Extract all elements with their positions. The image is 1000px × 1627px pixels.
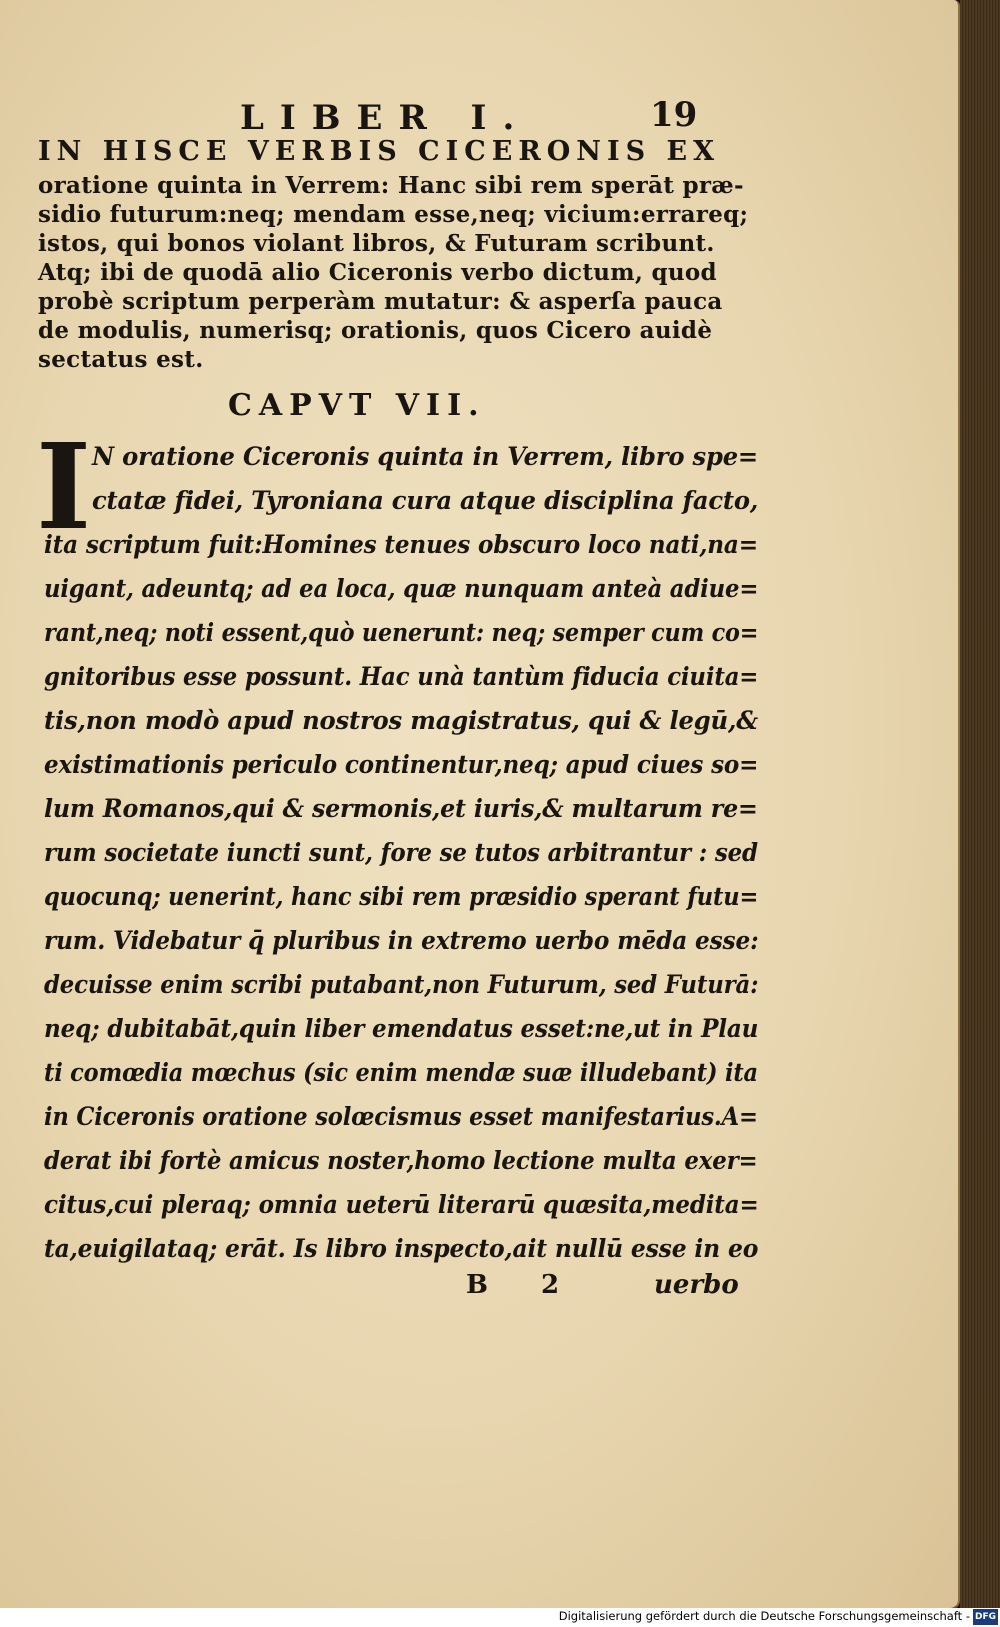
body-line: neq; dubitabāt,quin liber emendatus esset:ne,ut in Plau xyxy=(44,1014,759,1044)
summary-line: oratione quinta in Verrem: Hanc sibi rem sperāt præ- xyxy=(38,172,744,199)
summary-line: istos, qui bonos violant libros, & Futuram scribunt. xyxy=(38,230,715,257)
summary-line: sidio futurum:neq; mendam esse,neq; vicium:errareq; xyxy=(38,201,749,228)
chapter-summary-title: IN HISCE VERBIS CICERONIS EX xyxy=(38,136,721,167)
body-line: rum. Videbatur q̄ pluribus in extremo uerbo mēda esse: xyxy=(44,926,759,956)
dfg-logo: DFG xyxy=(973,1609,998,1625)
catchword: uerbo xyxy=(654,1270,739,1300)
body-line: in Ciceronis oratione solœcismus esset manifestarius.A= xyxy=(44,1102,758,1132)
body-line: rant,neq; noti essent,quò uenerunt: neq; semper cum co= xyxy=(44,618,759,648)
body-line: uigant, adeuntq; ad ea loca, quæ nunquam anteà adiue= xyxy=(44,574,759,604)
body-line: lum Romanos,qui & sermonis,et iuris,& multarum re= xyxy=(44,794,758,824)
summary-line: Atq; ibi de quodā alio Ciceronis verbo dictum, quod xyxy=(38,259,717,286)
body-line: ita scriptum fuit:Homines tenues obscuro loco nati,na= xyxy=(44,530,758,560)
body-line: decuisse enim scribi putabant,non Futurum, sed Futurā: xyxy=(44,970,759,1000)
running-head: LIBER I. xyxy=(240,98,531,138)
drop-cap-initial: I xyxy=(36,417,92,556)
body-line: ta,euigilataq; erāt. Is libro inspecto,ait nullū esse in eo xyxy=(44,1234,759,1264)
page-number: 19 xyxy=(650,95,698,135)
body-line: existimationis periculo continentur,neq; apud ciues so= xyxy=(44,750,759,780)
book-page-edges xyxy=(960,0,1000,1608)
digitization-footer xyxy=(0,1608,1000,1627)
chapter-heading: CAPVT VII. xyxy=(228,388,486,423)
summary-line: de modulis, numerisq; orationis, quos Cicero auidè xyxy=(38,317,713,344)
body-line: gnitoribus esse possunt. Hac unà tantùm fiducia ciuita= xyxy=(44,662,759,692)
signature-mark: B 2 xyxy=(466,1270,582,1300)
body-line: quocunq; uenerint, hanc sibi rem præsidio sperant futu= xyxy=(44,882,759,912)
body-line: derat ibi fortè amicus noster,homo lectione multa exer= xyxy=(44,1146,758,1176)
body-line: tis,non modò apud nostros magistratus, qui & legū,& xyxy=(44,706,758,736)
funding-credit: Digitalisierung gefördert durch die Deutsche Forschungsgemeinschaft - xyxy=(558,1609,970,1623)
body-line: N oratione Ciceronis quinta in Verrem, libro spe= xyxy=(92,442,759,472)
summary-line: sectatus est. xyxy=(38,346,204,373)
body-line: rum societate iuncti sunt, fore se tutos arbitrantur : sed xyxy=(44,838,758,868)
body-line: citus,cui pleraq; omnia ueterū literarū quæsita,medita= xyxy=(44,1190,759,1220)
summary-line: probè scriptum perperàm mutatur: & asperſa pauca xyxy=(38,288,723,315)
body-line: ti comœdia mœchus (sic enim mendæ suæ illudebant) ita xyxy=(44,1058,758,1088)
body-line: ctatæ fidei, Tyroniana cura atque disciplina facto, xyxy=(92,486,759,516)
